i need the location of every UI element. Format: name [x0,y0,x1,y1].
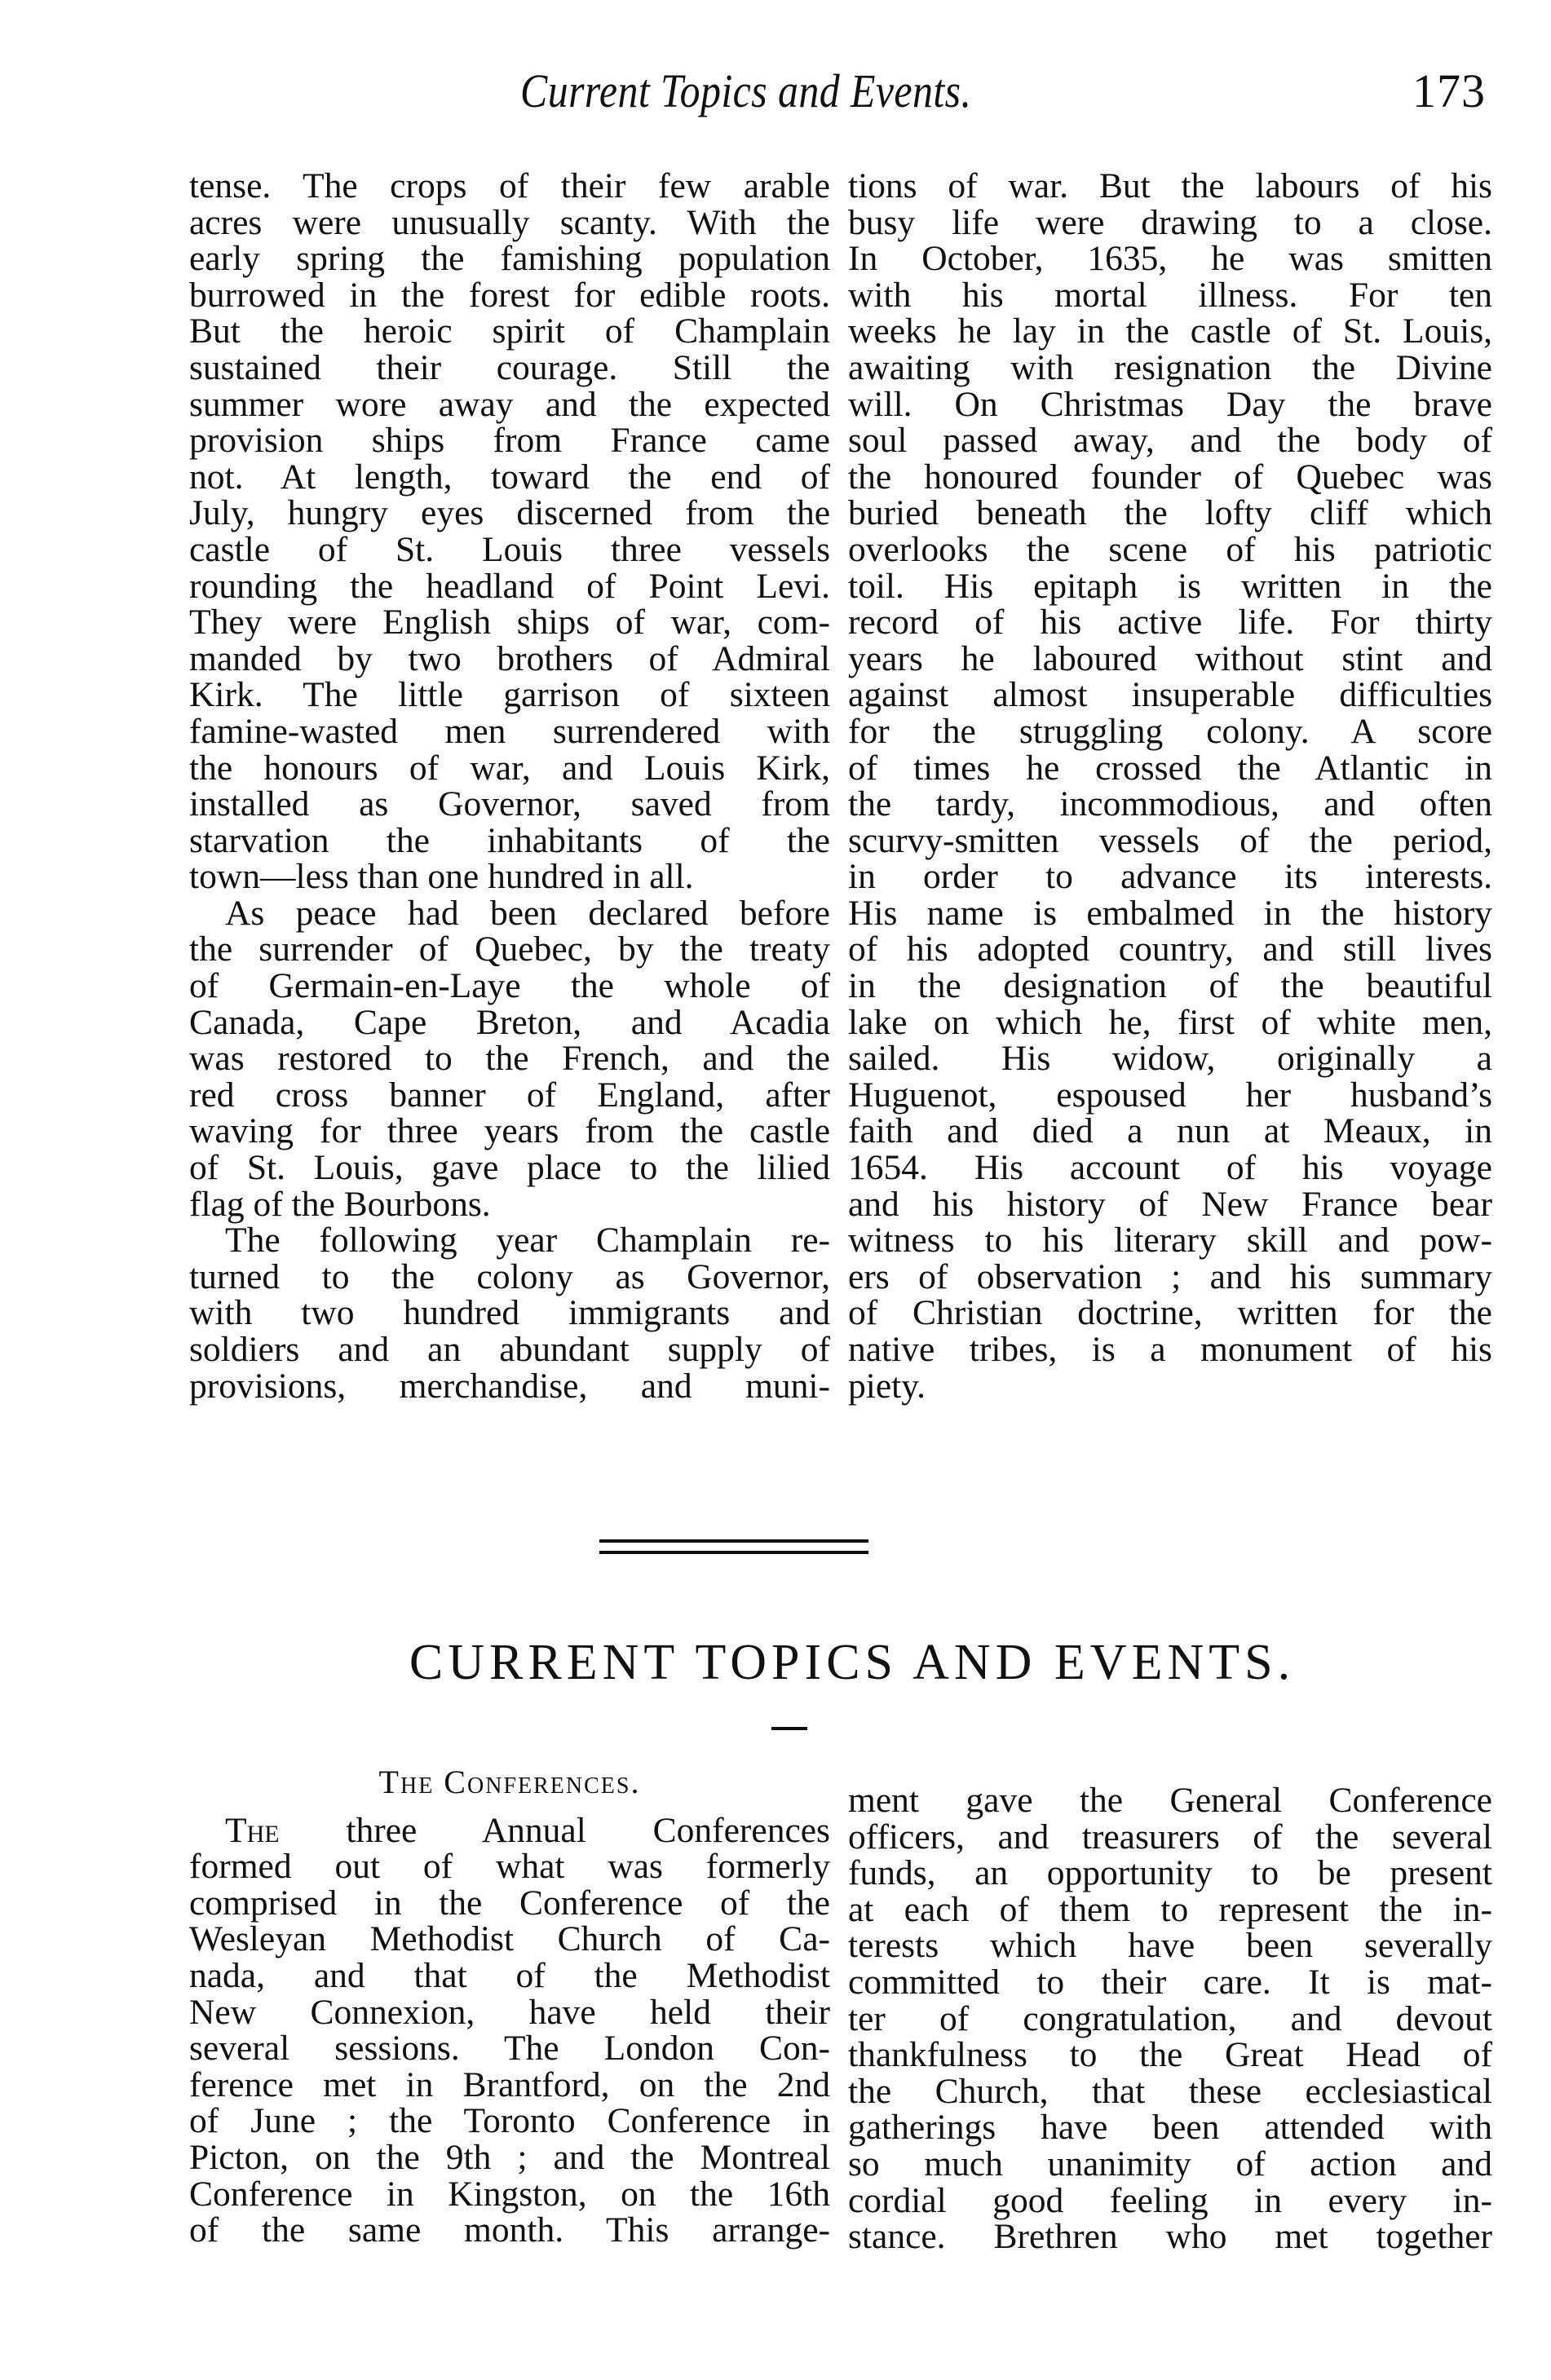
text-line: in order to advance its interests. [848,857,1492,897]
text-line: scurvy-smitten vessels of the period, [848,820,1492,860]
text-line: stance. Brethren who met together [848,2217,1492,2257]
text-line: of his adopted country, and still lives [848,929,1492,969]
text-line: overlooks the scene of his patriotic [848,529,1492,569]
text-line: But the heroic spirit of Champlain [189,311,830,351]
section-divider-double-rule [599,1539,868,1554]
text-line: sailed. His widow, originally a [848,1039,1492,1079]
text-line: the Church, that these ecclesiastical [848,2071,1492,2111]
text-line: provisions, merchandise, and muni- [189,1366,830,1406]
text-line: In October, 1635, he was smitten [848,239,1492,279]
text-line: of June ; the Toronto Conference in [189,2101,830,2141]
text-line: the tardy, incommodious, and often [848,784,1492,824]
text-line: soul passed away, and the body of [848,421,1492,461]
text-line: will. On Christmas Day the brave [848,384,1492,424]
text-line: in the designation of the beautiful [848,966,1492,1006]
conferences-left-lines [189,1810,830,2250]
text-line: was restored to the French, and the [189,1039,830,1079]
text-line: turned to the colony as Governor, [189,1256,830,1296]
text-line: Picton, on the 9th ; and the Montreal [189,2137,830,2177]
text-line: awaiting with resignation the Divine [848,347,1492,387]
text-line: of Germain-en-Laye the whole of [189,966,830,1006]
text-line: ment gave the General Conference [848,1781,1492,1820]
lead-word: The [225,1810,280,1850]
text-line: summer wore away and the expected [189,384,830,424]
text-line: tions of war. But the labours of his [848,166,1492,205]
text-line: and his history of New France bear [848,1184,1492,1224]
text-line: July, hungry eyes discerned from the [189,493,830,533]
text-line: formed out of what was formerly [189,1847,830,1887]
text-line: not. At length, toward the end of [189,457,830,497]
text-line: flag of the Bourbons. [189,1184,491,1224]
text-line: piety. [848,1366,926,1406]
text-line: waving for three years from the castle [189,1111,830,1151]
text-line: ter of congratulation, and devout [848,1998,1492,2038]
text-line: 1654. His account of his voyage [848,1148,1492,1188]
text-line: years he laboured without stint and [848,638,1492,678]
text-line: They were English ships of war, com- [189,603,830,642]
text-line: of St. Louis, gave place to the lilied [189,1148,830,1188]
text-line: His name is embalmed in the history [848,893,1492,933]
text-line: cordial good feeling in every in- [848,2180,1492,2220]
text-line: weeks he lay in the castle of St. Louis, [848,311,1492,351]
conferences-right-column [848,1782,1492,2255]
text-line: of Christian doctrine, written for the [848,1293,1492,1333]
text-line: faith and died a nun at Meaux, in [848,1111,1492,1151]
heading-short-rule [771,1727,807,1730]
article-right-column [848,168,1492,1404]
text-line: red cross banner of England, after [189,1075,830,1115]
text-line: the honours of war, and Louis Kirk, [189,748,830,788]
text-line: witness to his literary skill and pow- [848,1221,1492,1261]
text-line: the surrender of Quebec, by the treaty [189,929,830,969]
text-line: castle of St. Louis three vessels [189,529,830,569]
text-line: against almost insuperable difficulties [848,675,1492,715]
text-line: of the same month. This arrange- [189,2210,830,2250]
text-line: of times he crossed the Atlantic in [848,748,1492,788]
text-line: New Connexion, have held their [189,1992,830,2032]
text-line: gatherings have been attended with [848,2108,1492,2148]
text-line: at each of them to represent the in- [848,1889,1492,1929]
text-line: acres were unusually scanty. With the [189,202,830,242]
section-heading: CURRENT TOPICS AND EVENTS. [409,1635,1296,1690]
text-line: Huguenot, espoused her husband’s [848,1075,1492,1115]
text-line: Canada, Cape Breton, and Acadia [189,1002,830,1042]
text-line: Conference in Kingston, on the 16th [189,2174,830,2214]
text-line: town—less than one hundred in all. [189,857,694,897]
article-left-column [189,168,830,1404]
text-line: with his mortal illness. For ten [848,275,1492,315]
running-head [0,64,1551,129]
text-line: the honoured founder of Quebec was [848,457,1492,497]
conferences-left-column [189,1764,830,2249]
text-line: nada, and that of the Methodist [189,1955,830,1995]
text-line: Kirk. The little garrison of sixteen [189,675,830,715]
text-line: lake on which he, first of white men, [848,1002,1492,1042]
text-line: rounding the headland of Point Levi. [189,566,830,606]
text-line: Wesleyan Methodist Church of Ca- [189,1919,830,1959]
text-line: comprised in the Conference of the [189,1883,830,1923]
running-title: Current Topics and Events. [520,64,972,117]
text-line: sustained their courage. Still the [189,347,830,387]
text-line: soldiers and an abundant supply of [189,1330,830,1369]
text-line: burrowed in the forest for edible roots. [189,275,830,315]
text-line: toil. His epitaph is written in the [848,566,1492,606]
text-line: thankfulness to the Great Head of [848,2035,1492,2075]
text-line: officers, and treasurers of the several [848,1817,1492,1857]
text-line: for the struggling colony. A score [848,711,1492,751]
text-line: starvation the inhabitants of the [189,820,830,860]
text-line: As peace had been declared before [225,893,830,933]
text-line: record of his active life. For thirty [848,603,1492,642]
text-line: terests which have been severally [848,1926,1492,1966]
text-line: committed to their care. It is mat- [848,1962,1492,2002]
text-line: The three Annual Conferences [225,1810,830,1850]
text-line: provision ships from France came [189,421,830,461]
text-line: manded by two brothers of Admiral [189,638,830,678]
text-line: ers of observation ; and his summary [848,1256,1492,1296]
subheading: The Conferences. [378,1764,641,1800]
text-line: so much unanimity of action and [848,2144,1492,2184]
text-line: several sessions. The London Con- [189,2029,830,2069]
text-line: buried beneath the lofty cliff which [848,493,1492,533]
page-number: 173 [1412,64,1486,117]
text-line: native tribes, is a monument of his [848,1330,1492,1369]
text-line: famine-wasted men surrendered with [189,711,830,751]
text-line: tense. The crops of their few arable [189,166,830,205]
text-line: installed as Governor, saved from [189,784,830,824]
text-line: ference met in Brantford, on the 2nd [189,2064,830,2104]
text-line: The following year Champlain re- [225,1221,830,1261]
text-line: busy life were drawing to a close. [848,202,1492,242]
text-line: early spring the famishing population [189,239,830,279]
text-line: with two hundred immigrants and [189,1293,830,1333]
text-line: funds, an opportunity to be present [848,1853,1492,1893]
